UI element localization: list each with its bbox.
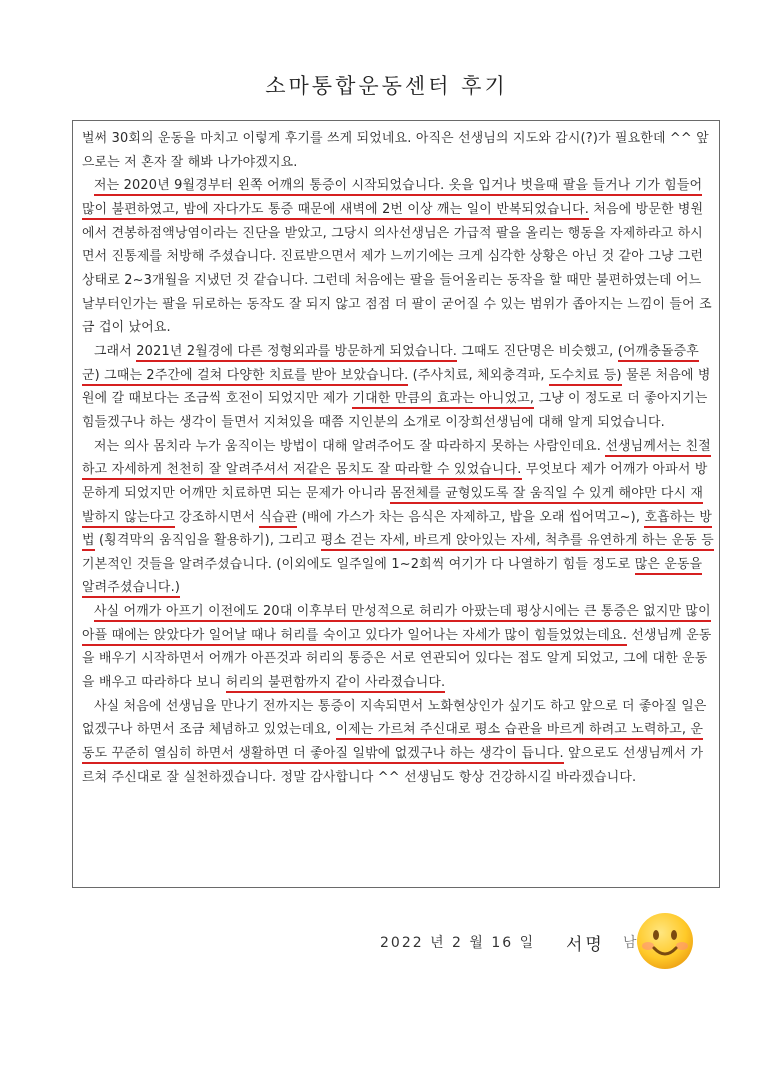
- signature-mark: 남: [623, 935, 637, 951]
- review-body: [82, 127, 714, 789]
- date-line: 2022 년 2 월 16 일: [380, 935, 536, 951]
- underlined-text: (어깨충돌증후군) 그때는 2주간에 걸쳐 다양한 치료를 받아 보았습니다.: [82, 344, 699, 386]
- underlined-text: 호흡하는 방법: [82, 510, 712, 552]
- underlined-text: 2021년 2월경에 다른 정형외과를 방문하게 되었습니다.: [136, 344, 457, 362]
- paragraph: [82, 174, 714, 340]
- underlined-text: 허리의 불편함까지 같이 사라졌습니다.: [226, 675, 446, 693]
- text-segment: 그래서: [94, 343, 137, 359]
- text-segment: 물론 처음에 병원에 갈 때보다는 조금씩 호전이 되었지만 제가: [82, 367, 711, 407]
- underlined-text: 도수치료 등): [549, 368, 622, 386]
- paragraph: [82, 435, 714, 601]
- text-segment: 벌써 30회의 운동을 마치고 이렇게 후기를 쓰게 되었네요. 아직은 선생님의 지도와 감시(?)가 필요한데 ^^ 앞으로는 저 혼자 잘 해봐 나가야겠지요.: [82, 131, 709, 170]
- page-title: 소마통합운동센터 후기: [265, 74, 508, 98]
- paragraph: [82, 127, 714, 174]
- underlined-text: 이제는 가르쳐 주신대로 평소 습관을 바르게 하려고 노력하고, 운동도 꾸준히 열심히 하면서 생활하면 더 좋아질 일밖에 없겠구나 하는 생각이 듭니다.: [82, 722, 703, 764]
- underlined-text: 많은 운동을 알려주셨습니다.): [82, 557, 702, 599]
- text-segment: (횡격막의 움직임을 활용하기), 그리고: [94, 533, 321, 549]
- underlined-text: 사실 어깨가 아프기 이전에도 20대 이후부터 만성적으로 허리가 아팠는데 평상시에는 큰 통증은 없지만 많이 아플 때에는 앉았다가 일어날 때나 허리를 숙이고 있다가 일어나는 자세가 많이 힘들었었는데요.: [82, 604, 711, 646]
- paragraph: [82, 600, 714, 695]
- text-segment: 강조하시면서: [174, 509, 260, 525]
- text-segment: 앞으로도 선생님께서 가르쳐 주신대로 잘 실천하겠습니다. 정말 감사합니다 ^^ 선생님도 항상 건강하시길 바라겠습니다.: [82, 746, 704, 785]
- text-segment: 사실 처음에 선생님을 만나기 전까지는 통증이 지속되면서 노화현상인가 싶기도 하고 앞으로 더 좋아질 일은 없겠구나 하면서 조금 체념하고 있었는데요,: [82, 698, 707, 738]
- smiley-face-icon: [634, 910, 696, 972]
- underlined-text: 몸전체를 균형있도록 잘 움직일 수 있게 해야만 다시 재발하지 않는다고: [82, 486, 703, 528]
- signature-label: 서명: [566, 935, 605, 955]
- underlined-text: 저는 2020년 9월경부터 왼쪽 어깨의 통증이 시작되었습니다. 옷을 입거나 벗을때 팔을 들거나 기가 힘들어 많이 불편하였고, 밤에 자다가도 통증 때문에 새벽에 2번 이상 깨는 일이 반복되었습니다.: [82, 178, 702, 220]
- text-segment: 저는 의사 몸치라 누가 움직이는 방법이 대해 알려주어도 잘 따라하지 못하는 사람인데요.: [94, 438, 606, 454]
- text-segment: 처음에 방문한 병원에서 견봉하점액낭염이라는 진단을 받았고, 그당시 의사선생님은 가급적 팔을 올리는 행동을 자제하라고 하시면서 진통제를 처방해 주셨습니다. 진료받으면서 제가 느끼기에는 크게 심각한 상황은 아닌 것 같아 그냥 그런 상태로 2~3개월을 지냈던 것 같습니다. 그런데 처음에는 팔을 들어올리는 동작을 할 때만 불편하였는데 어느날부터인가는 팔을 뒤로하는 동작도 잘 되지 않고 점점 더 팔이 굳어질 수 있는 범위가 좁아지는 느낌이 들어 조금 겁이 났어요.: [82, 201, 712, 336]
- underlined-text: 선생님께서는 친절하고 자세하게 천천히 잘 알려주셔서 저같은 몸치도 잘 따라할 수 있었습니다.: [82, 439, 711, 481]
- text-segment: 그냥 이 정도로 더 좋아지기는 힘들겠구나 하는 생각이 들면서 지쳐있을 때쯤 지인분의 소개로 이장희선생님에 대해 알게 되었습니다.: [82, 391, 708, 430]
- paragraph: [82, 340, 714, 435]
- underlined-text: 평소 걷는 자세, 바르게 앉아있는 자세, 척추를 유연하게 하는 운동 등: [321, 533, 714, 551]
- text-segment: (배에 가스가 차는 음식은 자제하고, 밥을 오래 씹어먹고~),: [297, 509, 645, 525]
- text-segment: 그때도 진단명은 비슷했고,: [457, 343, 618, 359]
- text-segment: 선생님께 운동을 배우기 시작하면서 어깨가 아픈것과 허리의 통증은 서로 연관되어 있다는 점도 알게 되었고, 그에 대한 운동을 배우고 따라하다 보니: [82, 627, 712, 691]
- text-segment: 기본적인 것들을 알려주셨습니다. (이외에도 일주일에 1~2회씩 여기가 다 나열하기 힘들 정도로: [82, 556, 635, 572]
- underlined-text: 기대한 만큼의 효과는 아니었고,: [352, 391, 534, 409]
- underlined-text: 식습관: [259, 510, 297, 528]
- text-segment: 무엇보다 제가 어깨가 아파서 방문하게 되었지만 어깨만 치료하면 되는 문제가 아니라: [82, 462, 708, 501]
- text-segment: (주사치료, 체외충격파,: [408, 367, 549, 383]
- paragraph: [82, 695, 714, 790]
